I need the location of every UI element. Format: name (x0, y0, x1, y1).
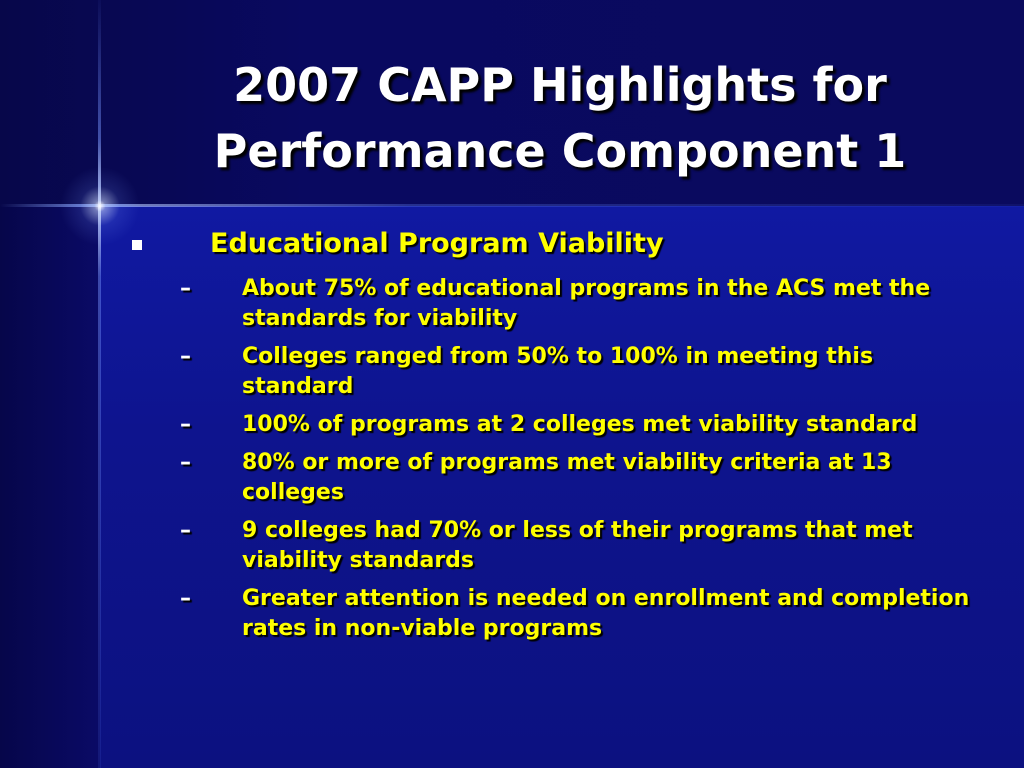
sub-bullet-text: Greater attention is needed on enrollment and completion rates in non-viable programs (242, 586, 970, 641)
slide-title (120, 52, 1000, 184)
sub-bullet (180, 448, 970, 508)
sub-bullet (180, 342, 970, 402)
sub-bullet-text: 9 colleges had 70% or less of their programs that met viability standards (242, 518, 913, 573)
dash-bullet-icon: – (180, 586, 191, 611)
sub-bullet-text: Colleges ranged from 50% to 100% in meeting this standard (242, 344, 874, 399)
dash-bullet-icon: – (180, 450, 191, 475)
dash-bullet-icon: – (180, 518, 191, 543)
sub-bullet-list (180, 274, 970, 652)
title-line-2: Performance Component 1 (213, 124, 907, 178)
horizontal-accent-line (0, 204, 1024, 207)
square-bullet-icon (132, 240, 142, 250)
left-band (0, 206, 100, 768)
title-line-1: 2007 CAPP Highlights for (233, 58, 887, 112)
dash-bullet-icon: – (180, 276, 191, 301)
sub-bullet (180, 274, 970, 334)
sub-bullet-text: About 75% of educational programs in the ACS met the standards for viability (242, 276, 931, 331)
sub-bullet (180, 410, 970, 440)
sub-bullet (180, 584, 970, 644)
sub-bullet (180, 516, 970, 576)
dash-bullet-icon: – (180, 412, 191, 437)
main-bullet-text: Educational Program Viability (210, 228, 664, 259)
sub-bullet-text: 100% of programs at 2 colleges met viability standard (242, 412, 918, 437)
vertical-accent-line (98, 0, 101, 768)
dash-bullet-icon: – (180, 344, 191, 369)
sub-bullet-text: 80% or more of programs met viability criteria at 13 colleges (242, 450, 892, 505)
